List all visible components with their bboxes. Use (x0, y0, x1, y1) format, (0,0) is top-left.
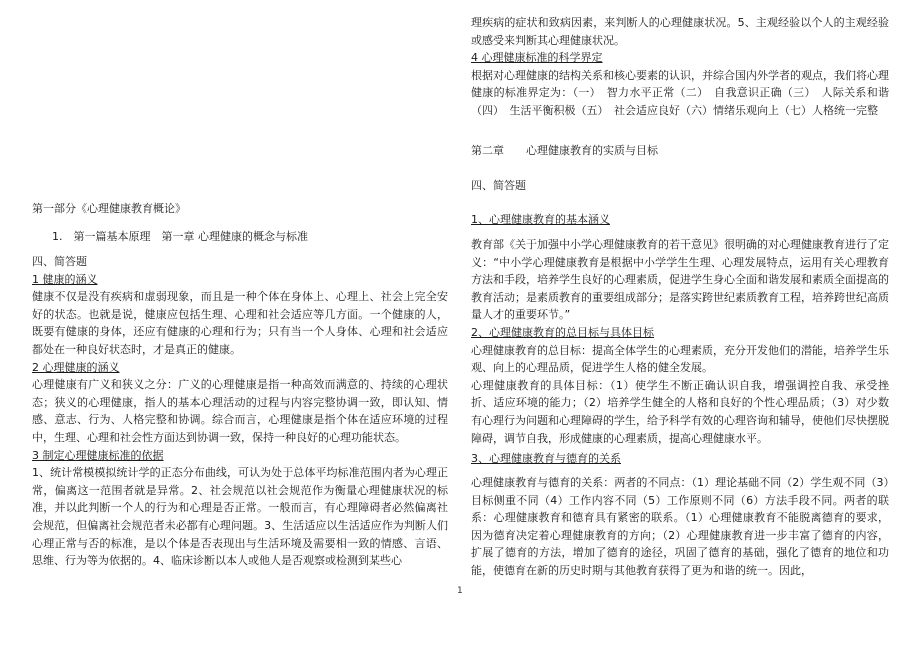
question-heading: 1 健康的涵义 (32, 272, 98, 286)
question-heading: 3 制定心理健康标准的依据 (32, 448, 164, 462)
left-column (32, 253, 448, 570)
right-column-bottom (471, 474, 889, 580)
chapter-title: 1. 第一篇基本原理 第一章 心理健康的概念与标准 (52, 230, 308, 243)
section-heading: 四、简答题 (32, 255, 87, 268)
answer-paragraph: 健康不仅是没有疾病和虚弱现象，而且是一种个体在身体上、心理上、社会上完全安好的状态。也就是说，健康应包括生理、心理和社会适应等几方面。一个健康的人，既要有健康的身体，还应有健康的心理和行为；只有当一个人身体、心理和社会适应都处在一种良好状态时，才是真正的健康。 (32, 290, 448, 356)
answer-paragraph: 教育部《关于加强中小学心理健康教育的若干意见》很明确的对心理健康教育进行了定义：“中小学心理健康教育是根据中小学学生生理、心理发展特点，运用有关心理教育方法和手段，培养学生良好的心理素质，促进学生身心全面和谐发展和素质全面提高的教育活动；是素质教育的重要组成部分；是落实跨世纪素质教育工程，培养跨世纪高质量人才的重要环节。” (471, 238, 889, 322)
question-heading: 2 心理健康的涵义 (32, 360, 120, 374)
answer-paragraph: 理疾病的症状和致病因素，来判断人的心理健康状况。5、主观经验以个人的主观经验或感受来判断其心理健康状况。 (471, 16, 889, 47)
page-number: 1 (457, 586, 463, 596)
question-heading: 4 心理健康标准的科学界定 (471, 51, 603, 65)
answer-paragraph: 心理健康教育与德育的关系：两者的不同点：（1）理论基础不同（2）学生观不同（3）目标侧重不同（4）工作内容不同（5）工作原则不同（6）方法手段不同。两者的联系：心理健康教育和德育具有紧密的联系。（1）心理健康教育不能脱离德育的要求，因为德育决定着心理健康教育的方向；（2）心理健康教育进一步丰富了德育的内容，扩展了德育的方法，增加了德育的途径，巩固了德育的基础，强化了德育的地位和功能，使德育在新的历史时期与其他教育获得了更为和谐的统一。因此， (471, 476, 889, 577)
answer-paragraph: 心理健康教育的总目标：提高全体学生的心理素质，充分开发他们的潜能，培养学生乐观、向上的心理品质，促进学生人格的健全发展。 心理健康教育的具体目标：（1）使学生不断正确认识自我，增强调控自我、承受挫折、适应环境的能力；（2）培养学生健全的人格和良好的个性心理品质；（3）对少数有心理行为问题和心理障碍的学生，给予科学有效的心理咨询和辅导，使他们尽快摆脱障碍，调节自我，形成健康的心理素质，提高心理健康水平。 (471, 343, 889, 445)
part-title: 第一部分《心理健康教育概论》 (32, 202, 186, 215)
answer-paragraph: 根据对心理健康的结构关系和核心要素的认识，并综合国内外学者的观点，我们将心理健康的标准界定为：（一） 智力水平正常（二） 自我意识正确（三） 人际关系和谐（四） 生活平衡积极（五） 社会适应良好（六）情绪乐观向上（七）人格统一完整 (471, 68, 889, 117)
answer-paragraph: 心理健康有广义和狭义之分：广义的心理健康是指一种高效而满意的、持续的心理状态；狭义的心理健康，指人的基本心理活动的过程与内容完整协调一致，即认知、情感、意志、行为、人格完整和协调。综合而言，心理健康是指个体在适应环境的过程中，生理、心理和社会性方面达到协调一致，保持一种良好的心理功能状态。 (32, 378, 448, 444)
question-heading: 3、心理健康教育与德育的关系 (471, 452, 621, 465)
right-column-top (471, 14, 889, 120)
section-heading: 四、简答题 (471, 179, 526, 192)
answer-paragraph: 1、统计常模模拟统计学的正态分布曲线，可认为处于总体平均标准范围内者为心理正常，偏离这一范围者就是异常。2、社会规范以社会规范作为衡量心理健康状况的标准，并以此判断一个人的行为和心理是否正常。一般而言，有心理障碍者必然偏离社会规范，但偏离社会规范者未必都有心理问题。3、生活适应以生活适应作为判断人们心理正常与否的标准，是以个体是否表现出与生活环境及需要相一致的情感、言语、思维、行为等为依据的。4、临床诊断以本人或他人是否观察或检测到某些心 (32, 466, 448, 568)
question-heading: 1、心理健康教育的基本涵义 (471, 213, 610, 226)
question-heading: 2、心理健康教育的总目标与具体目标 (471, 325, 654, 339)
right-column-main (471, 236, 889, 447)
chapter-title: 第二章 心理健康教育的实质与目标 (471, 144, 658, 157)
